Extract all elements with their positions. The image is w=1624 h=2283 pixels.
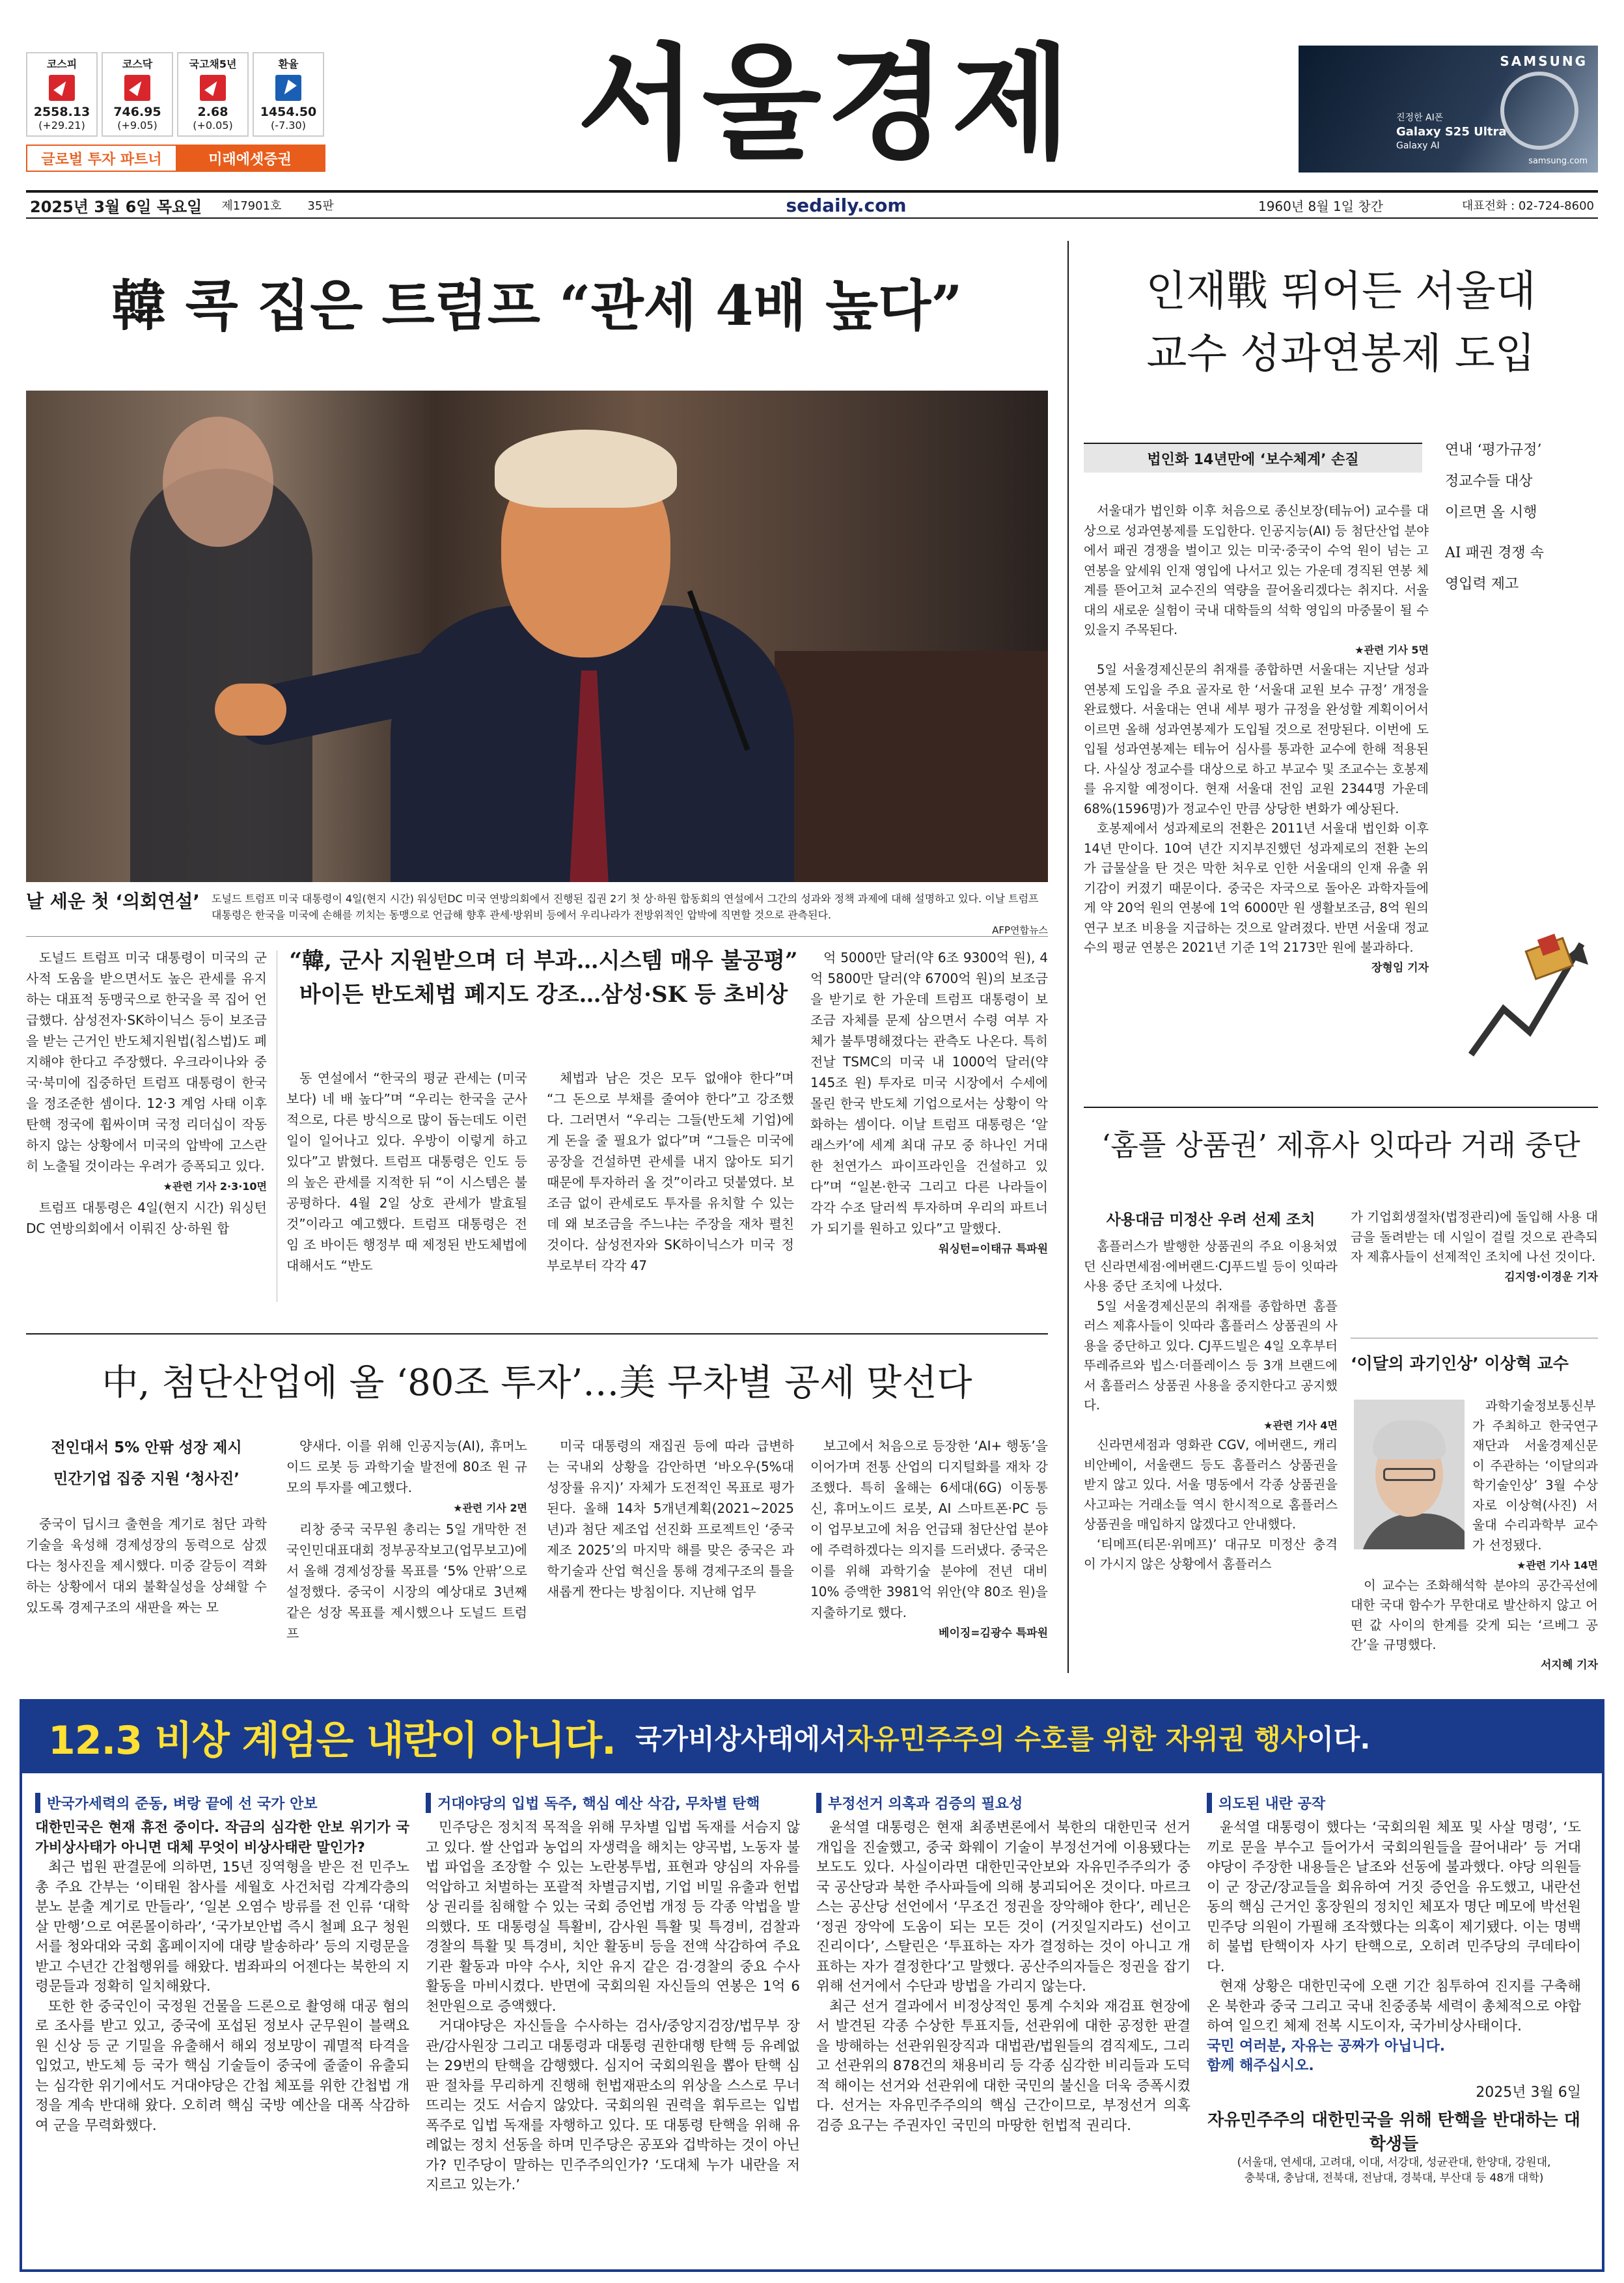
ticker-change: (+29.21) (38, 119, 85, 131)
byline: 워싱턴=이태규 특파원 (939, 1243, 1048, 1256)
samsung-ad[interactable] (1299, 46, 1598, 173)
lead-col-2 (286, 1068, 527, 1276)
banner-col-title: 거대야당의 입법 독주, 핵심 예산 삭감, 무차별 탄핵 (426, 1793, 800, 1813)
signature-date: 2025년 3월 6일 (1476, 2084, 1581, 2101)
founded-date: 1960년 8월 1일 창간 (1258, 198, 1383, 214)
banner-sub-c: 이다. (1307, 1723, 1371, 1755)
ticker-kosdaq (102, 52, 173, 137)
edition: 35판 (307, 199, 334, 213)
ticker-value: 1454.50 (260, 105, 317, 119)
paragraph: 동 연설에서 “한국의 평균 관세는 (미국보다) 네 배 높다”며 “우리는 한국을 군사적으로, 다른 방식으로 많이 돕는데도 이런 일이 일어나고 있다. 우방이 이렇게 하고 있다”고 밝혔다. 트럼프 대통령은 인도 등의 높은 관세를 지적한 뒤 “이 시스템은 불공평하다. 4월 2일 상호 관세가 발효될 것”이라고 예고했다. 트럼프 대통령은 전임 조 바이든 행정부 때 제정된 반도체법에 대해서도 “반도 (286, 1070, 527, 1273)
divider (26, 936, 1048, 937)
photo-body (1360, 1514, 1465, 1549)
newspaper-logo[interactable]: 서울경제 (577, 32, 1077, 176)
ticker-name: 코스닥 (122, 58, 153, 70)
ticker-change: (+0.05) (193, 119, 233, 131)
divider (1084, 1107, 1598, 1108)
china-subheads (26, 1432, 267, 1495)
up-arrow-icon (200, 75, 226, 101)
paragraph: 과학기술정보통신부가 주최하고 한국연구재단과 서울경제신문이 주관하는 ‘이달의과학기술인상’ 3월 수상자로 이상혁(사진) 서울대 수리과학부 교수가 선정됐다. (1472, 1398, 1598, 1553)
banner-sub-a: 국가비상사태에서 (635, 1723, 847, 1755)
photo-bg-head (163, 417, 273, 547)
banner-headline: 12.3 비상 계엄은 내란이 아니다. (48, 1718, 616, 1764)
photo-hand (215, 684, 286, 736)
sponsor-name: 미래에셋증권 (176, 146, 324, 171)
lead-photo (26, 391, 1048, 882)
side-line: 이르면 올 시행 (1445, 505, 1537, 521)
byline: 서지혜 기자 (1540, 1658, 1598, 1672)
paragraph: 보고에서 처음으로 등장한 ‘AI+ 행동’을 이어가며 전통 산업의 디지털화를 재차 강조했다. 특히 올해는 6세대(6G) 이동통신, 휴머노이드 로봇, AI 스마트폰·PC 등이 업무보고에 처음 언급돼 첨단산업 분야에 주력하겠다는 의지를 드러냈다. 중국은 이를 위해 과학기술 분야에 전년 대비 10% 증액한 3981억 위안(약 80조 원)을 지출하기로 했다. (810, 1438, 1048, 1620)
homeplus-subhead: 사용대금 미정산 우려 선제 조치 (1106, 1211, 1315, 1228)
paragraph: 최근 선거 결과에서 비정상적인 통계 수치와 재검표 현장에서 발견된 각종 수상한 투표지들, 선관위에 대한 공정한 판결을 방해하는 선관위원장직과 대법관/법원들의 겸직제도, 그리고 선관위의 878건의 채용비리 등 각종 심각한 비리들과 도덕적 해이는 선거와 선관위에 대한 국민의 불신을 더욱 증폭시켰다. 선거는 자유민주주의의 핵심 근간이므로, 부정선거 의혹 검증 요구는 주권자인 국민의 마땅한 헌법적 권리다. (816, 1998, 1190, 2134)
divider (26, 1333, 1048, 1335)
paragraph: 중국이 딥시크 출현을 계기로 첨단 과학기술을 육성해 경제성장의 동력으로 삼겠다는 청사진을 제시했다. 미중 갈등이 격화하는 상황에서 대외 불확실성을 상쇄할 수 있도록 경제구조의 새판을 짜는 모 (26, 1516, 267, 1615)
side-line: 영입력 제고 (1445, 576, 1519, 592)
caption-title: 날 세운 첫 ‘의회연설’ (26, 891, 200, 912)
subhead-2: 바이든 반도체법 폐지도 강조…삼성·SK 등 초비상 (299, 982, 788, 1008)
column-divider (1067, 241, 1069, 1673)
photo-hair (495, 430, 677, 508)
ticker-change: (-7.30) (271, 119, 306, 131)
ticker-kospi (26, 52, 98, 137)
paragraph: 윤석열 대통령은 현재 최종변론에서 북한의 대한민국 선거 개입을 진술했고, 중국 화웨이 기술이 부정선거에 이용됐다는 보도도 있다. 사실이라면 대한민국안보와 자유민주주의가 중국 공산당과 북한 주사파들에 의해 붕괴되어온 것이다. 마르크스는 공산당 선언에서 ‘무조건 정권을 장악해야 한다’, 레닌은 ‘정권 장악에 도움이 되는 모든 것이 (거짓일지라도) 선이고 진리이다’, 스탈린은 ‘투표하는 자가 결정하는 것이 아니고 개표하는 자가 결정한다’고 말했다. 공산주의자들은 정권을 잡기 위해 선거에서 수단과 방법을 가리지 않는다. (816, 1819, 1190, 1995)
call-to-action: 국민 여러분, 자유는 공짜가 아닙니다. (1207, 2038, 1446, 2055)
paragraph: 서울대가 법인화 이후 처음으로 종신보장(테뉴어) 교수를 대상으로 성과연봉제를 도입한다. 인공지능(AI) 등 첨단산업 분야에서 패권 경쟁을 벌이고 있는 미국·중국이 수억 원이 넘는 고연봉을 앞세워 인재 영입에 나서고 있는 가운데 경직된 연봉 체계를 뜯어고쳐 교수진의 역량을 끌어올리겠다는 취지다. 서울대의 새로운 실험이 국내 대학들의 석학 영입의 마중물이 될 수 있을지 주목된다. (1084, 503, 1429, 637)
ad-line3: Galaxy AI (1396, 141, 1440, 151)
china-col-2 (286, 1435, 527, 1644)
ticker-value: 2.68 (197, 105, 228, 119)
dateline-bar (26, 190, 1598, 219)
paragraph: ‘티메프(티몬·위메프)’ 대규모 미정산 충격이 가시지 않은 상황에서 홈플러스 (1084, 1536, 1338, 1571)
banner-col-title: 반국가세력의 준동, 벼랑 끝에 선 국가 안보 (35, 1793, 409, 1813)
issue-date: 2025년 3월 6일 목요일 (30, 197, 202, 216)
snu-subhead: 법인화 14년만에 ‘보수체계’ 손질 (1084, 443, 1422, 473)
ticker-value: 746.95 (113, 105, 161, 119)
banner-col-3 (816, 1793, 1190, 2136)
photo-credit: AFP연합뉴스 (992, 924, 1048, 936)
paragraph: 윤석열 대통령이 했다는 ‘국회의원 체포 및 사살 명령’, ‘도끼로 문을 부수고 들어가서 국회의원들을 끌어내라’ 등 거대 야당이 주장한 내용들은 날조와 선동에 불과했다. 야당 의원들이 군 장군/장교들을 회유하여 거짓 증언을 유도했고, 내란선동의 핵심 근거인 홍장원의 정치인 체포자 명단 메모에 박선원 민주당 의원이 가필해 조작했다는 의혹이 제기됐다. 이는 명백히 불법 탄핵이자 사기 탄핵으로, 오히려 민주당의 쿠데타이다. (1207, 1819, 1581, 1975)
ticker-fx (253, 52, 324, 137)
china-col-1 (26, 1514, 267, 1618)
lead-col-1 (26, 947, 267, 1239)
issue-number: 제17901호 (221, 199, 282, 213)
paragraph: 가 기업회생절차(법정관리)에 돌입해 사용 대금을 돌려받는 데 시일이 걸릴 것으로 관측되자 제휴사들이 선제적인 조치에 나선 것이다. (1351, 1210, 1598, 1264)
paragraph: 거대야당은 자신들을 수사하는 검사/중앙지검장/법무부 장관/감사원장 그리고 대통령과 대통령 권한대행 탄핵 등 유례없는 29번의 탄핵을 감행했다. 심지어 국회의원을 뽑아 탄핵 심판 절차를 무리하게 진행해 헌법재판소의 위상을 스스로 무너뜨리는 것도 서슴지 않았다. 국회의원 권력을 휘두르는 입법 폭주로 입법 독재를 자행하고 있다. 또 대통령 탄핵을 위해 유례없는 정치 선동을 하며 민주당은 공포와 겁박하는 것이 아닌가? 민주당이 말하는 민주주의인가? ‘도대체 누가 내란을 저지르고 있는가.’ (426, 2018, 800, 2193)
related-article[interactable]: ★관련 기사 14면 (1516, 1559, 1598, 1571)
lead-headline[interactable]: 韓 콕 집은 트럼프 “관세 4배 높다” (111, 273, 963, 338)
snu-headline-line1: 인재戰 뛰어든 서울대 (1146, 268, 1536, 316)
paragraph: 신라면세점과 영화관 CGV, 에버랜드, 캐리비안베이, 서울랜드 등도 홈플러스 상품권을 받지 않고 있다. 서울 명동에서 각종 상품권을 사고파는 거래소들 역시 한시적으로 홈플러스 상품권을 매입하지 않겠다고 안내했다. (1084, 1437, 1338, 1532)
photo-caption (26, 891, 1048, 937)
paragraph: 홈플러스가 발행한 상품권의 주요 이용처였던 신라면세점·에버랜드·CJ푸드빌 등이 잇따라 사용 중단 조치에 나섰다. (1084, 1239, 1338, 1294)
side-line: 정교수들 대상 (1445, 473, 1533, 490)
paragraph: 민주당은 정치적 목적을 위해 무차별 입법 독재를 서슴지 않고 있다. 쌀 산업과 농업의 자생력을 해치는 양곡법, 노동자 불법 파업을 조장할 수 있는 노란봉투법, 표현과 양심의 자유를 억압하고 처벌하는 포괄적 차별금지법, 기업 비밀 유출과 헌법상 권리를 침해할 수 있는 국회 증언법 개정 등 각종 악법을 발의했다. 또 대통령실 특활비, 감사원 특활 및 특경비, 검찰과 경찰의 특활 및 특경비, 치안 활동비 등을 전액 삭감하여 주요 기관 활동과 마약 수사, 치안 유지 같은 검·경찰의 중요 수사 활동을 마비시켰다. 반면에 국회의원 자신들의 연봉은 1억 6천만원으로 증액했다. (426, 1819, 800, 2015)
paragraph: 최근 법원 판결문에 의하면, 15년 징역형을 받은 전 민주노총 주요 간부는 ‘이태원 참사를 세월호 사건처럼 각계각층의 분노 분출 계기로 만들라’, ‘일본 오염수 방류를 전 인류 ‘대학살 만행’으로 여론몰이하라’, ‘국가보안법 즉시 철폐 요구 청원서를 청와대와 국회 홈페이지에 대량 발송하라’ 등의 지령문을 받고 수년간 간첩행위를 해왔다. 범좌파의 어젠다는 북한의 지령문들과 정확히 일치해왔다. (35, 1859, 409, 1995)
homeplus-col-1 (1084, 1237, 1338, 1575)
paragraph: 미국 대통령의 재집권 등에 따라 급변하는 국내외 상황을 감안하면 ‘바오우(5%대 성장률 유지)’ 자체가 도전적인 목표로 평가된다. 올해 14차 5개년계획(2021~2025년)과 첨단 제조업 선진화 프로젝트인 ‘중국 제조 2025’의 마지막 해를 맞은 중국은 과학기술과 산업 혁신을 통해 경제구조의 틀을 새롭게 짠다는 방침이다. 지난해 업무 (547, 1438, 794, 1599)
homeplus-col-2 (1351, 1208, 1598, 1287)
glasses-icon (1383, 1468, 1435, 1481)
opinion-ad-banner (20, 1699, 1604, 2272)
paragraph: 억 5000만 달러(약 6조 9300억 원), 4억 5800만 달러(약 6700억 원)의 보조금을 받기로 한 가운데 트럼프 대통령이 보조금 자체를 문제 삼으면서 수령 여부 자체가 불투명해졌다는 관측도 나온다. 특히 전날 TSMC의 미국 내 1000억 달러(약 145조 원) 투자로 미국 시장에서 수세에 몰린 한국 반도체 기업으로서는 상황이 악화하는 셈이다. 이날 트럼프 대통령은 ‘알래스카’에 세계 최대 규모 중 하나인 거대한 천연가스 파이프라인을 건설하고 있다”며 “일본·한국 그리고 다른 나라들이 각각 수조 달러씩 투자하며 우리의 파트너가 되기를 원하고 있다”고 말했다. (810, 950, 1048, 1236)
signature: 자유민주주의 대한민국을 위해 탄핵을 반대하는 대학생들 (1207, 2110, 1580, 2154)
lead-col-3 (547, 1068, 794, 1276)
scientist-photo (1354, 1400, 1465, 1549)
phone-camera-icon (1500, 72, 1578, 150)
banner-col-2 (426, 1793, 800, 2196)
lead-subheads (286, 944, 801, 1012)
china-col-3 (547, 1435, 794, 1602)
call-to-action: 함께 해주십시오. (1207, 2057, 1314, 2074)
ticker-name: 코스피 (46, 58, 77, 70)
banner-col-title: 의도된 내란 공작 (1207, 1793, 1581, 1813)
byline: 베이징=김광수 특파원 (939, 1627, 1048, 1640)
up-arrow-icon (124, 75, 150, 101)
lead-col-4 (810, 947, 1048, 1260)
website-link[interactable]: sedaily.com (786, 194, 907, 216)
side-line: 연내 ‘평가규정’ (1445, 442, 1542, 458)
paragraph: 또한 한 중국인이 국정원 건물을 드론으로 촬영해 대공 혐의로 조사를 받고 있고, 중국에 포섭된 정보사 군무원이 블랙요원 신상 등 군 기밀을 유출해서 해외 정보망이 궤멸적 타격을 입었고, 반도체 등 국가 핵심 기술들이 중국에 줄줄이 유출되는 심각한 위기에서도 거대야당은 간첩 체포를 위한 간첩법 개정을 계속 반대해 왔다. 오히려 핵심 국방 예산을 대폭 삭감하여 군을 무력화했다. (35, 1998, 409, 2134)
scientist-col (1472, 1396, 1598, 1555)
paragraph: 5일 서울경제신문의 취재를 종합하면 서울대는 지난달 성과연봉제 도입을 주요 골자로 한 ‘서울대 교원 보수 규정’ 개정을 완료했다. 서울대는 연내 세부 평가 규정을 완성할 계획이어서 이르면 올해 성과연봉제가 도입될 것으로 전망된다. 이번에 도입될 성과연봉제는 테뉴어 심사를 통과한 교수에 한해 적용된다. 사실상 정교수를 대상으로 하고 부교수 및 조교수는 호봉제를 유지할 예정이다. 현재 서울대 전임 교원 2344명 가운데 68%(1596명)가 정교수인 만큼 상당한 변화가 예상된다. (1084, 662, 1429, 816)
related-article[interactable]: ★관련 기사 4면 (1263, 1418, 1338, 1432)
paragraph: 리창 중국 국무원 총리는 5일 개막한 전국인민대표대회 정부공작보고(업무보고)에서 올해 경제성장률 목표를 ‘5% 안팎’으로 설정했다. 중국이 시장의 예상대로 3년째 같은 성장 목표를 제시했으나 도널드 트럼프 (286, 1521, 527, 1641)
china-sub-2: 민간기업 집중 지원 ‘청사진’ (53, 1471, 240, 1487)
paragraph: 트럼프 대통령은 4일(현지 시간) 워싱턴DC 연방의회에서 이뤄진 상·하원 합 (26, 1200, 267, 1236)
paragraph: 호봉제에서 성과제로의 전환은 2011년 서울대 법인화 이후 14년 만이다. 10여 년간 지지부진했던 성과제로의 전환 논의가 급물살을 탄 것은 막한 처우로 인한 서울대의 인재 유출 위기감이 커졌기 때문이다. 중국은 자국으로 돌아온 과학자들에게 약 20억 원의 연봉에 1억 6000만 원 생활보조금, 8억 원의 연구 보조 비용을 지급하는 것으로 알려졌다. 반면 서울대 정교수의 평균 연봉은 2021년 기준 1억 2173만 원에 불과하다. (1084, 821, 1429, 955)
ticker-name: 환율 (278, 58, 299, 70)
paragraph: 현재 상황은 대한민국에 오랜 기간 침투하여 진지를 구축해온 북한과 중국 그리고 국내 친중종북 세력이 총체적으로 야합하여 일으킨 체제 전복 시도이자, 국가비상사태이다. (1207, 1978, 1581, 2034)
ticker-value: 2558.13 (33, 105, 90, 119)
up-arrow-icon (49, 75, 75, 101)
byline: 장형임 기자 (1371, 961, 1429, 975)
market-tickers (26, 52, 325, 137)
paragraph: 체법과 남은 것은 모두 없애야 한다”며 “그 돈으로 부채를 줄여야 한다”고 강조했다. 그러면서 “우리는 그들(반도체 기업)에게 돈을 줄 필요가 없다”며 “그들은 미국에 공장을 건설하면 관세를 내지 않아도 되기 때문에 투자하러 올 것”이라고 덧붙였다. 보조금 없이 관세로도 투자를 유치할 수 있는데 왜 보조금을 주느냐는 주장을 재차 펼친 것이다. 삼성전자와 SK하이닉스가 미국 정부로부터 각각 47 (547, 1070, 794, 1273)
ticker-name: 국고채5년 (189, 58, 237, 70)
ad-line1: 진정한 AI폰 (1396, 113, 1444, 123)
signature-list: (서울대, 연세대, 고려대, 이대, 서강대, 성균관대, 한양대, 강원대, (1237, 2155, 1551, 2169)
salary-graph-illustration (1458, 918, 1601, 1068)
snu-side-bullets (1445, 435, 1601, 600)
down-arrow-icon (275, 75, 301, 101)
scientist-col-2 (1351, 1556, 1598, 1675)
signature-list: 충북대, 충남대, 전북대, 전남대, 경북대, 부산대 등 48개 대학) (1244, 2171, 1544, 2185)
caption-text: 도널드 트럼프 미국 대통령이 4일(현지 시간) 워싱턴DC 미국 연방의회에서 진행된 집권 2기 첫 상·하원 합동회의 연설에서 그간의 성과와 정책 과제에 대해 설명하고 있다. 이날 트럼프 대통령은 한국을 미국에 손해를 끼치는 동맹으로 언급해 향후 관세·방위비 등에서 우리나라가 전방위적인 압박에 직면할 것으로 관측된다. (212, 892, 1039, 921)
homeplus-headline[interactable]: ‘홈플 상품권’ 제휴사 잇따라 거래 중단 (1101, 1129, 1580, 1162)
paragraph: 양새다. 이를 위해 인공지능(AI), 휴머노이드 로봇 등 과학기술 발전에 80조 원 규모의 투자를 예고했다. (286, 1438, 527, 1495)
paragraph: 도널드 트럼프 미국 대통령이 미국의 군사적 도움을 받으면서도 높은 관세를 유지하는 대표적 동맹국으로 한국을 콕 집어 언급했다. 삼성전자·SK하이닉스 등이 보조금을 받는 근거인 반도체지원법(칩스법)도 폐지해야 한다고 주장했다. 우크라이나와 중국·북미에 집중하던 트럼프 대통령이 한국을 정조준한 셈이다. 12·3 계엄 사태 이후 탄핵 정국에 휩싸이며 국정 리더십이 작동하지 않는 상황에서 미국의 압박에 고스란히 노출될 것이라는 우려가 증폭되고 있다. (26, 950, 267, 1174)
banner-col-title: 부정선거 의혹과 검증의 필요성 (816, 1793, 1190, 1813)
subhead-1: “韓, 군사 지원받으며 더 부과…시스템 매우 불공평” (289, 948, 798, 974)
paragraph: 5일 서울경제신문의 취재를 종합하면 홈플러스 제휴사들이 잇따라 홈플러스 상품권의 사용을 중단하고 있다. CJ푸드빌은 4일 오후부터 뚜레쥬르와 빕스·더플레이스 등 3개 브랜드에서 홈플러스 상품권 사용을 중지한다고 공지했다. (1084, 1298, 1338, 1413)
related-article[interactable]: ★관련 기사 5면 (1355, 643, 1429, 656)
china-sub-1: 전인대서 5% 안팎 성장 제시 (51, 1439, 242, 1456)
ticker-change: (+9.05) (117, 119, 158, 131)
snu-headline-line2: 교수 성과연봉제 도입 (1146, 330, 1535, 378)
ad-brand: SAMSUNG (1500, 53, 1588, 69)
byline: 김지영·이경운 기자 (1504, 1270, 1598, 1284)
snu-headline[interactable] (1084, 260, 1598, 385)
related-article[interactable]: ★관련 기사 2·3·10면 (163, 1180, 267, 1193)
banner-col-1 (35, 1793, 409, 2136)
masthead (26, 32, 1598, 182)
related-article[interactable]: ★관련 기사 2면 (453, 1502, 527, 1514)
paragraph: 이 교수는 조화해석학 분야의 공간곡선에 대한 국대 함수가 무한대로 발산하지 않고 어떤 값 사이의 한계를 갖게 되는 ‘르베그 공간’을 규명했다. (1351, 1577, 1598, 1652)
banner-sub-b: 자유민주주의 수호를 위한 자위권 행사 (846, 1723, 1308, 1755)
china-col-4 (810, 1435, 1048, 1644)
ad-line2: Galaxy S25 Ultra (1396, 125, 1507, 139)
sponsor-label: 글로벌 투자 파트너 (41, 151, 162, 168)
scientist-title[interactable]: ‘이달의 과기인상’ 이상혁 교수 (1351, 1354, 1569, 1373)
side-line: AI 패권 경쟁 속 (1445, 545, 1544, 561)
china-headline[interactable]: 中, 첨단산업에 올 ‘80조 투자’…美 무차별 공세 맞선다 (102, 1362, 972, 1404)
ad-url: samsung.com (1528, 156, 1588, 166)
banner-col-4 (1207, 1793, 1581, 2186)
banner-header (22, 1702, 1602, 1773)
sponsor-banner[interactable] (26, 145, 325, 172)
ticker-bond (177, 52, 249, 137)
snu-body (1084, 501, 1429, 978)
phone-number: 대표전화 : 02-724-8600 (1461, 199, 1594, 213)
photo-podium (775, 651, 1048, 882)
photo-hair (1373, 1420, 1446, 1460)
paragraph: 대한민국은 현재 휴전 중이다. 작금의 심각한 안보 위기가 국가비상사태가 아니면 대체 무엇이 비상사태란 말인가? (35, 1819, 409, 1856)
